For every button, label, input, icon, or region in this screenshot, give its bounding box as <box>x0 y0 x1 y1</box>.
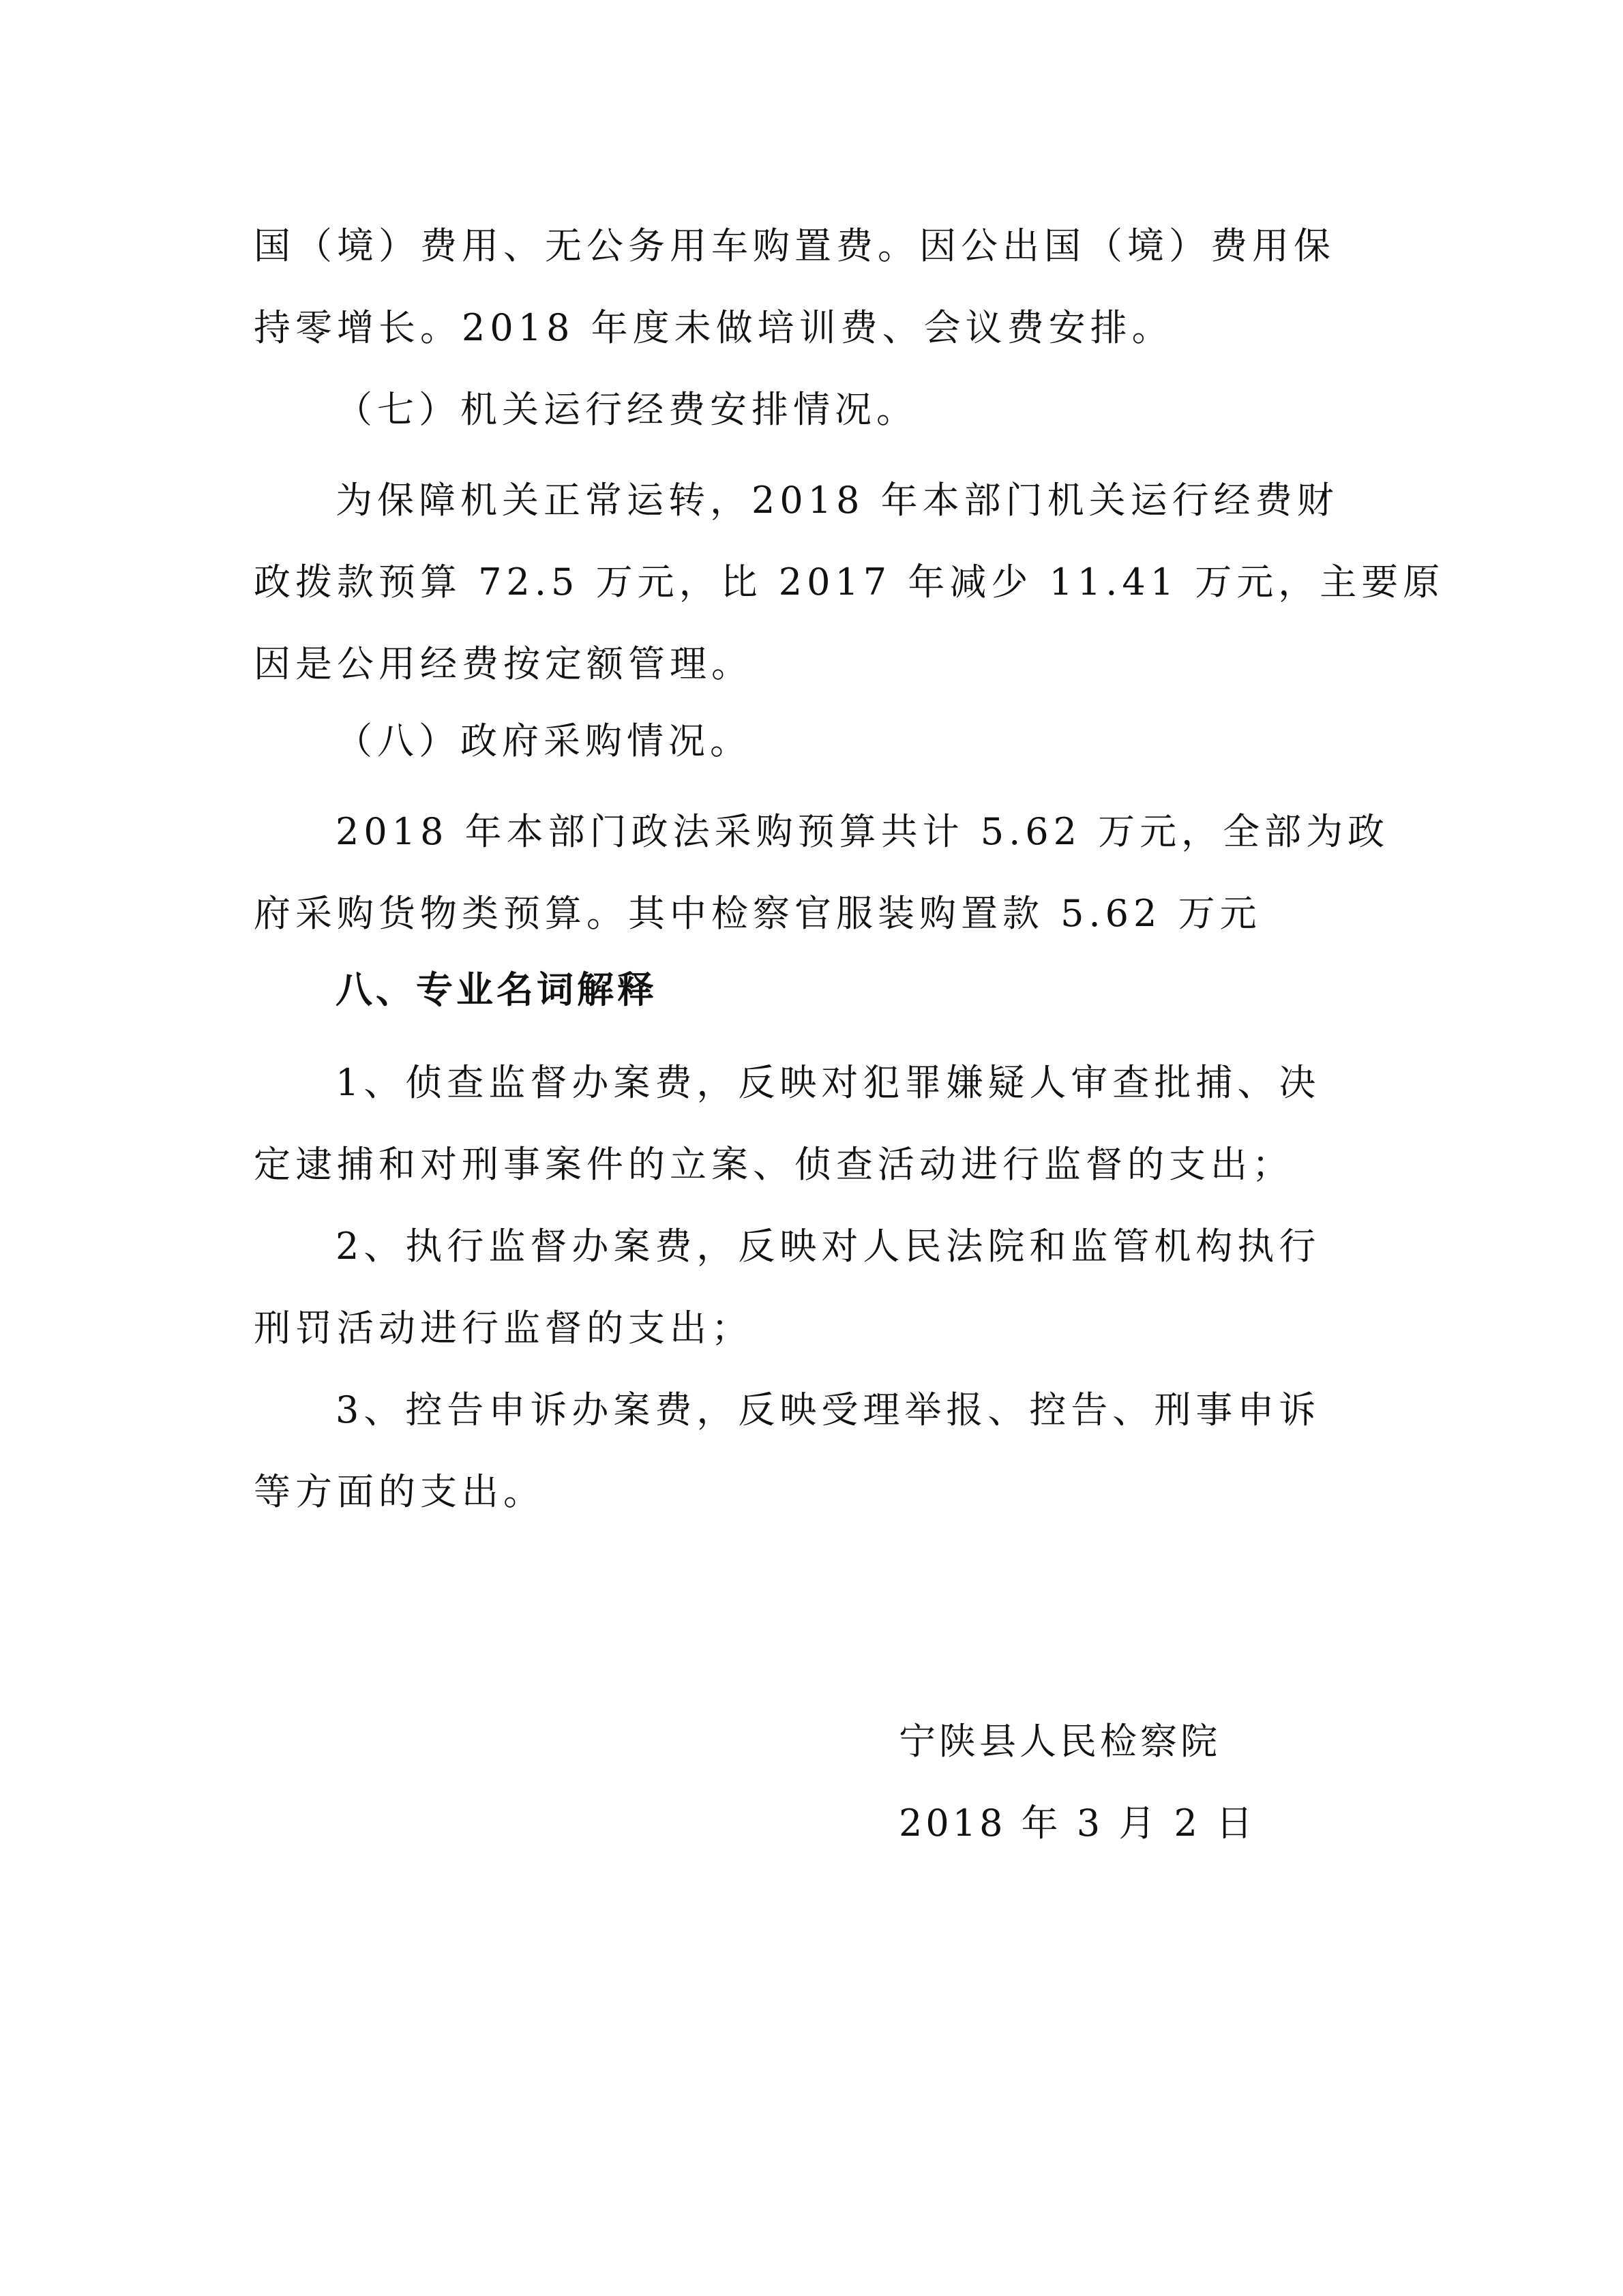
paragraph-line: 政拨款预算 72.5 万元，比 2017 年减少 11.41 万元，主要原 <box>254 561 1445 603</box>
section-7-title: （七）机关运行经费安排情况。 <box>336 388 918 431</box>
paragraph-line: 持零增长。2018 年度未做培训费、会议费安排。 <box>254 306 1174 349</box>
term-line: 刑罚活动进行监督的支出； <box>254 1307 753 1350</box>
paragraph-line: 为保障机关正常运转，2018 年本部门机关运行经费财 <box>336 479 1339 522</box>
paragraph-line: 因是公用经费按定额管理。 <box>254 642 753 685</box>
paragraph-line: 府采购货物类预算。其中检察官服装购置款 5.62 万元 <box>254 892 1262 935</box>
paragraph-line: 2018 年本部门政法采购预算共计 5.62 万元，全部为政 <box>336 810 1390 853</box>
paragraph-line: 国（境）费用、无公务用车购置费。因公出国（境）费用保 <box>254 224 1335 267</box>
term-line: 等方面的支出。 <box>254 1470 545 1513</box>
section-8-title: （八）政府采购情况。 <box>336 719 751 762</box>
term-line: 3、控告申诉办案费，反映受理举报、控告、刑事申诉 <box>336 1388 1321 1431</box>
signature-date: 2018 年 3 月 2 日 <box>899 1802 1256 1845</box>
term-line: 定逮捕和对刑事案件的立案、侦查活动进行监督的支出； <box>254 1143 1294 1186</box>
part-8-heading: 八、专业名词解释 <box>336 968 657 1011</box>
signature-organization: 宁陕县人民检察院 <box>899 1720 1221 1763</box>
term-line: 2、执行监督办案费，反映对人民法院和监管机构执行 <box>336 1225 1321 1268</box>
term-line: 1、侦查监督办案费，反映对犯罪嫌疑人审查批捕、决 <box>336 1061 1321 1104</box>
